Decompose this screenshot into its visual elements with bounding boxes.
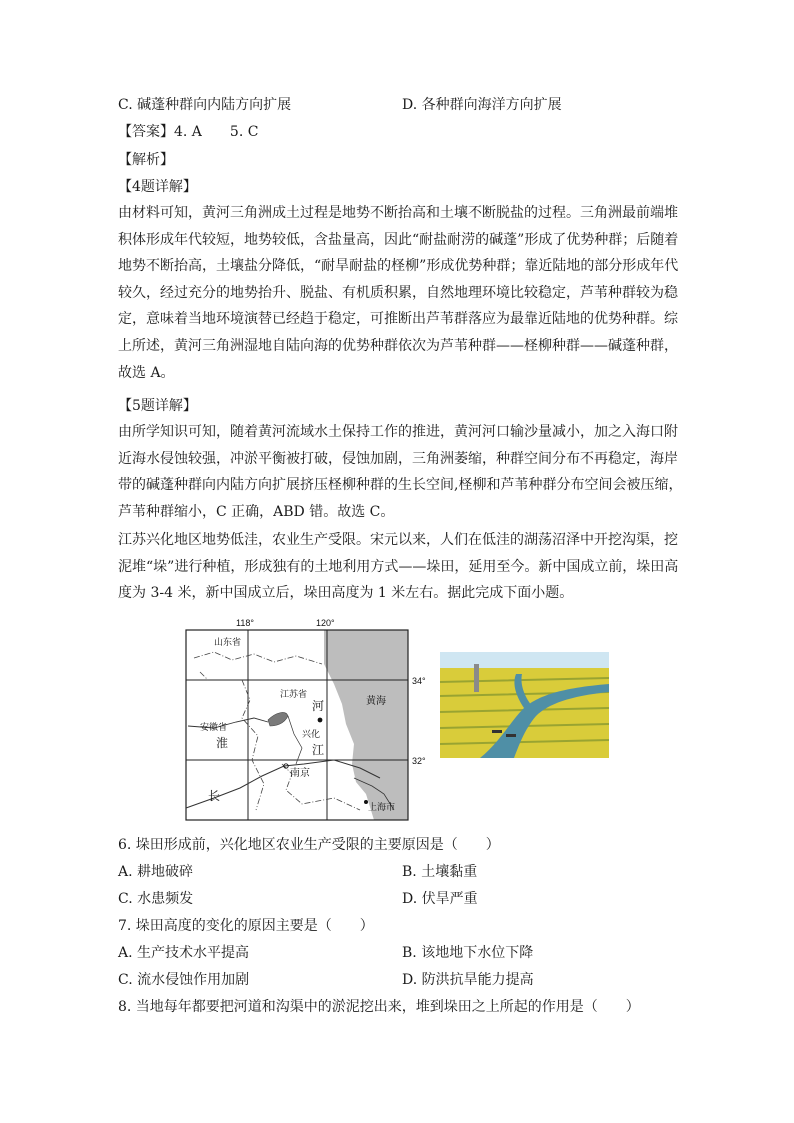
q6-option-d: D. 伏旱严重 [402,891,478,907]
q6-option-a: A. 耕地破碎 [118,864,194,880]
q4-line: 由材料可知，黄河三角洲成土过程是地势不断抬高和土壤不断脱盐的过程。三角洲最前端堆 [118,205,678,221]
q5-line: 带的碱蓬种群向内陆方向扩展挤压柽柳种群的生长空间,柽柳和芦苇种群分布空间会被压缩， [118,477,683,494]
label-anhui: 安徽省 [200,723,228,733]
province-boundary [194,652,322,664]
q4-heading: 【4题详解】 [118,179,197,195]
q6-stem: 6. 垛田形成前，兴化地区农业生产受限的主要原因是（ ） [118,837,500,853]
photo-sky [440,652,609,670]
province-boundary [242,680,264,810]
q4-line: 定，意味着当地环境演替已经趋于稳定，可推断出芦苇群落应为最靠近陆地的优势种群。综 [118,311,678,328]
label-jiangsu: 江苏省 [280,690,308,700]
q5-line: 由所学知识可知，随着黄河流域水土保持工作的推进，黄河河口输沙量减小，加之入海口附 [118,424,678,440]
answer-line: 【答案】4. A 5. C [118,124,259,140]
label-shanghai: 上海市 [368,803,396,813]
q7-option-c: C. 流水侵蚀作用加剧 [118,972,250,988]
q7-option-d: D. 防洪抗旱能力提高 [402,972,534,988]
xinghua-point [318,718,323,723]
material-line: 度为 3-4 米，新中国成立后，垛田高度为 1 米左右。据此完成下面小题。 [118,585,574,602]
q4-explanation [118,200,680,386]
material-line: 江苏兴化地区地势低洼，农业生产受限。宋元以来，人们在低洼的湖荡沼泽中开挖沟渠，挖 [118,532,678,548]
q4-line: 积体形成年代较短，地势较低，含盐量高，因此“耐盐耐涝的碱蓬”形成了优势种群；后随着 [118,231,679,248]
xinghua-location-map [184,614,444,824]
label-he: 河 [312,699,325,713]
q5-explanation [118,419,683,525]
duotian-photo [440,652,609,758]
q7-option-a: A. 生产技术水平提高 [118,945,250,961]
material-text [118,527,680,607]
lat-label-34: 34° [412,676,426,686]
photo-pagoda [474,664,479,692]
lat-label-32: 32° [412,756,426,766]
photo-boat [506,734,516,737]
label-xinghua: 兴化 [302,730,321,740]
province-boundary [200,672,208,680]
q5-line: 近海水侵蚀较强，冲淤平衡被打破，侵蚀加剧，三角洲萎缩，种群空间分布不再稳定，海岸 [118,450,678,467]
q4-line: 故选 A。 [118,364,175,381]
q6-option-b: B. 土壤黏重 [402,864,478,880]
label-huanghai: 黄海 [366,696,386,707]
label-shandong: 山东省 [214,638,242,648]
q4-line: 上所述，黄河三角洲湿地自陆向海的优势种群依次为芦苇种群——柽柳种群——碱蓬种群， [118,337,678,354]
material-line: 泥堆“垛”进行种植，形成独有的土地利用方式——垛田，延用至今。新中国成立前，垛田高 [118,558,679,575]
option-d-prev: D. 各种群向海洋方向扩展 [402,97,562,113]
q5-line: 芦苇种群缩小，C 正确，ABD 错。故选 C。 [118,503,395,520]
q8-stem: 8. 当地每年都要把河道和沟渠中的淤泥挖出来，堆到垛田之上所起的作用是（ ） [118,999,640,1015]
q4-line: 较久，经过充分的地势抬升、脱盐、有机质积累，自然地理环境比较稳定，芦苇种群较为稳 [118,284,678,301]
sea-area [324,630,408,820]
label-nanjing: 南京 [290,768,310,779]
canal [288,716,302,764]
q6-option-c: C. 水患频发 [118,891,194,907]
option-c-prev: C. 碱蓬种群向内陆方向扩展 [118,97,292,113]
q7-stem: 7. 垛田高度的变化的原因主要是（ ） [118,918,374,934]
label-huai: 淮 [216,736,229,750]
lon-label-118: 118° [236,618,254,628]
lon-label-120: 120° [316,618,335,628]
q7-option-b: B. 该地地下水位下降 [402,945,534,961]
hongze-lake [268,713,288,726]
q5-heading: 【5题详解】 [118,398,197,414]
label-chang: 长 [208,789,221,803]
analysis-heading: 【解析】 [118,152,174,168]
q4-line: 地势不断抬高，土壤盐分降低，“耐旱耐盐的柽柳”形成优势种群；靠近陆地的部分形成年代 [118,258,679,275]
photo-boat [492,730,502,733]
label-jiang: 江 [312,743,325,757]
